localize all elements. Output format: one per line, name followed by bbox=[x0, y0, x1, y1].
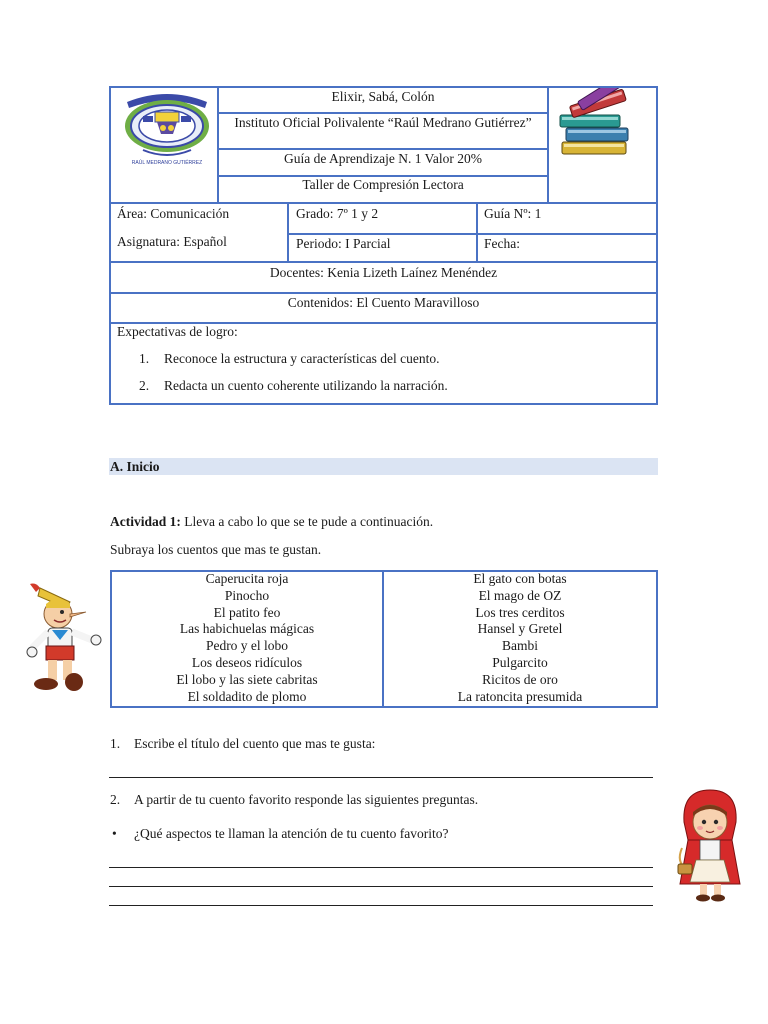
activity-subinstruction: Subraya los cuentos que mas te gustan. bbox=[110, 542, 322, 557]
story-title: Ricitos de oro bbox=[482, 671, 558, 687]
story-title: Los deseos ridículos bbox=[191, 654, 303, 670]
question-2-text: A partir de tu cuento favorito responde las siguientes preguntas. bbox=[134, 792, 479, 807]
story-title: El lobo y las siete cabritas bbox=[176, 671, 318, 687]
expectation-item: Reconoce la estructura y características del cuento. bbox=[164, 351, 440, 366]
date-field: Fecha: bbox=[484, 236, 520, 251]
section-heading-bar bbox=[109, 458, 658, 475]
story-title: Hansel y Gretel bbox=[477, 621, 563, 637]
story-title: Caperucita roja bbox=[205, 571, 289, 586]
story-title: El soldadito de plomo bbox=[187, 688, 307, 704]
question-1-text: Escribe el título del cuento que mas te gusta: bbox=[134, 736, 376, 751]
teachers-text: Docentes: Kenia Lizeth Laínez Menéndez bbox=[269, 265, 498, 280]
bullet-question-text: ¿Qué aspectos te llaman la atención de tu cuento favorito? bbox=[134, 826, 449, 841]
story-title: El patito feo bbox=[213, 604, 281, 620]
expectations-title: Expectativas de logro: bbox=[117, 324, 238, 339]
little-red-riding-hood-illustration bbox=[674, 788, 746, 902]
guide-number-text: Guía Nº: 1 bbox=[484, 206, 542, 221]
period-text: Periodo: I Parcial bbox=[296, 236, 391, 251]
story-title: Pedro y el lobo bbox=[205, 638, 289, 654]
story-title: Pulgarcito bbox=[492, 654, 548, 670]
institute-name: Instituto Oficial Polivalente “Raúl Medrano Gutiérrez” bbox=[234, 115, 532, 130]
activity-instruction bbox=[110, 514, 433, 530]
answer-line[interactable] bbox=[109, 777, 653, 778]
activity-label: Actividad 1: bbox=[110, 514, 181, 529]
divider bbox=[547, 86, 549, 204]
story-title: El mago de OZ bbox=[478, 587, 562, 603]
book-stack-icon bbox=[556, 88, 638, 160]
answer-line[interactable] bbox=[109, 905, 653, 906]
pinocchio-illustration bbox=[26, 582, 104, 694]
story-title: La ratoncita presumida bbox=[457, 688, 583, 704]
contents-text: Contenidos: El Cuento Maravilloso bbox=[287, 295, 480, 310]
question-number: 2. bbox=[110, 792, 121, 807]
divider bbox=[287, 233, 658, 235]
story-title: Las habichuelas mágicas bbox=[179, 621, 315, 637]
subject-text: Asignatura: Español bbox=[117, 234, 227, 249]
expectation-number: 2. bbox=[139, 378, 150, 393]
grade-text: Grado: 7º 1 y 2 bbox=[296, 206, 379, 221]
question-number: 1. bbox=[110, 736, 121, 751]
divider bbox=[217, 112, 549, 114]
area-text: Área: Comunicación bbox=[117, 206, 230, 221]
bullet: • bbox=[112, 826, 117, 841]
divider bbox=[109, 292, 658, 294]
activity-text: Lleva a cabo lo que se te pude a continuación. bbox=[180, 514, 434, 529]
location-text: Elixir, Sabá, Colón bbox=[331, 89, 435, 104]
logo-caption: RAÚL MEDRANO GUTIÉRREZ bbox=[131, 160, 203, 166]
expectation-number: 1. bbox=[139, 351, 150, 366]
workshop-title: Taller de Compresión Lectora bbox=[302, 177, 464, 192]
stories-right-column bbox=[384, 571, 656, 705]
answer-line[interactable] bbox=[109, 867, 653, 868]
school-seal-icon bbox=[119, 88, 215, 160]
story-title: Los tres cerditos bbox=[475, 604, 565, 620]
stories-left-column bbox=[112, 571, 382, 705]
answer-line[interactable] bbox=[109, 886, 653, 887]
story-title: Bambi bbox=[502, 638, 538, 654]
section-title: A. Inicio bbox=[110, 459, 160, 474]
expectation-item: Redacta un cuento coherente utilizando la narración. bbox=[164, 378, 448, 393]
guide-title: Guía de Aprendizaje N. 1 Valor 20% bbox=[283, 151, 483, 166]
story-title: El gato con botas bbox=[473, 571, 567, 586]
story-title: Pinocho bbox=[224, 587, 270, 603]
